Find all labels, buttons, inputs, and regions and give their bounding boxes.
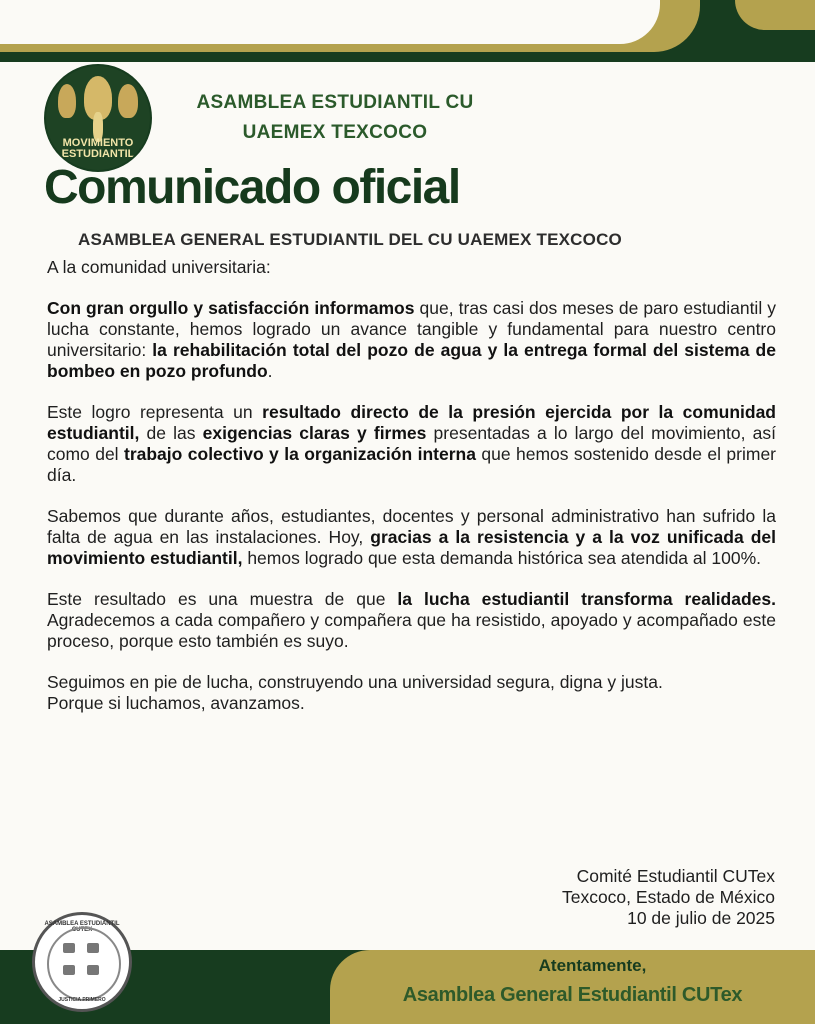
paragraph-2 (47, 402, 776, 486)
p3-text-1: Sabemos que durante años, estudiantes, docentes y personal administrativo han sufrido la falta de agua en las instalaciones. Hoy, (47, 506, 776, 547)
subtitle: ASAMBLEA GENERAL ESTUDIANTIL DEL CU UAEMEX TEXCOCO (78, 230, 622, 249)
closing-signer: Asamblea General Estudiantil CUTex (402, 984, 743, 1006)
communique-body (47, 257, 776, 714)
paragraph-5: Seguimos en pie de lucha, construyendo una universidad segura, digna y justa. (47, 672, 663, 692)
p1-bold-2: la rehabilitación total del pozo de agua y la entrega formal del sistema de bombeo en pozo profundo (47, 340, 776, 381)
seal-tools-icon (63, 965, 75, 975)
p3-bold-1: gracias a la resistencia y a la voz unificada del movimiento estudiantil, (47, 527, 776, 568)
signature-block (562, 866, 775, 929)
p2-text-1: Este logro representa un (47, 402, 263, 422)
closing-block (330, 956, 815, 1007)
organization-name (150, 88, 520, 148)
seal-bottom-text: JUSTICIA PRIMERO (58, 997, 106, 1003)
paragraph-1 (47, 298, 776, 382)
movimiento-logo (46, 66, 150, 170)
p4-text-1: Este resultado es una muestra de que (47, 589, 398, 609)
seal-plant-icon (87, 965, 99, 975)
signature-place: Texcoco, Estado de México (561, 887, 775, 907)
org-line-2: UAEMEX TEXCOCO (242, 122, 428, 143)
closing-word: Atentamente, (538, 956, 647, 975)
p1-bold-1: Con gran orgullo y satisfacción informamos (47, 298, 415, 318)
p2-text-4: que hemos sostenido desde el primer día. (47, 444, 777, 485)
logo-text: MOVIMIENTO ESTUDIANTIL (61, 137, 135, 160)
paragraph-3 (47, 506, 776, 569)
logo-figure-left (58, 84, 76, 118)
closing-slogan: Porque si luchamos, avanzamos. (47, 693, 305, 713)
org-line-1: ASAMBLEA ESTUDIANTIL CU (196, 92, 474, 113)
seal-book-icon (87, 943, 99, 953)
p4-text-2: Agradecemos a cada compañero y compañera que ha resistido, apoyado y acompañado este proceso, porque esto también es suyo. (47, 610, 776, 651)
p2-bold-2: exigencias claras y firmes (202, 423, 427, 443)
p2-bold-1: resultado directo de la presión ejercida por la comunidad estudiantil, (47, 402, 776, 443)
p3-text-2: hemos logrado que esta demanda histórica sea atendida al 100%. (242, 548, 761, 568)
signature-committee: Comité Estudiantil CUTex (576, 866, 775, 886)
p2-text-2: de las (139, 423, 203, 443)
p2-text-3: presentadas a lo largo del movimiento, así como del (47, 423, 776, 464)
p2-bold-3: trabajo colectivo y la organización interna (124, 444, 476, 464)
p4-bold-1: la lucha estudiantil transforma realidades. (397, 589, 776, 609)
page-title: Comunicado oficial (44, 161, 460, 214)
assembly-seal (32, 912, 132, 1012)
signature-date: 10 de julio de 2025 (627, 908, 775, 928)
logo-figure-right (118, 84, 138, 118)
greeting: A la comunidad universitaria: (47, 257, 271, 277)
p1-text-2: . (267, 361, 273, 381)
seal-top-text: ASAMBLEA ESTUDIANTIL CUTEX (44, 921, 120, 933)
paragraph-4 (47, 589, 776, 652)
p1-text-1: que, tras casi dos meses de paro estudiantil y lucha constante, hemos logrado un avance tangible y fundamental para nuestro centro universitario: (47, 298, 776, 360)
seal-building-icon (63, 943, 75, 953)
seal-inner-ring (47, 927, 121, 1001)
top-band-cream (0, 0, 660, 44)
